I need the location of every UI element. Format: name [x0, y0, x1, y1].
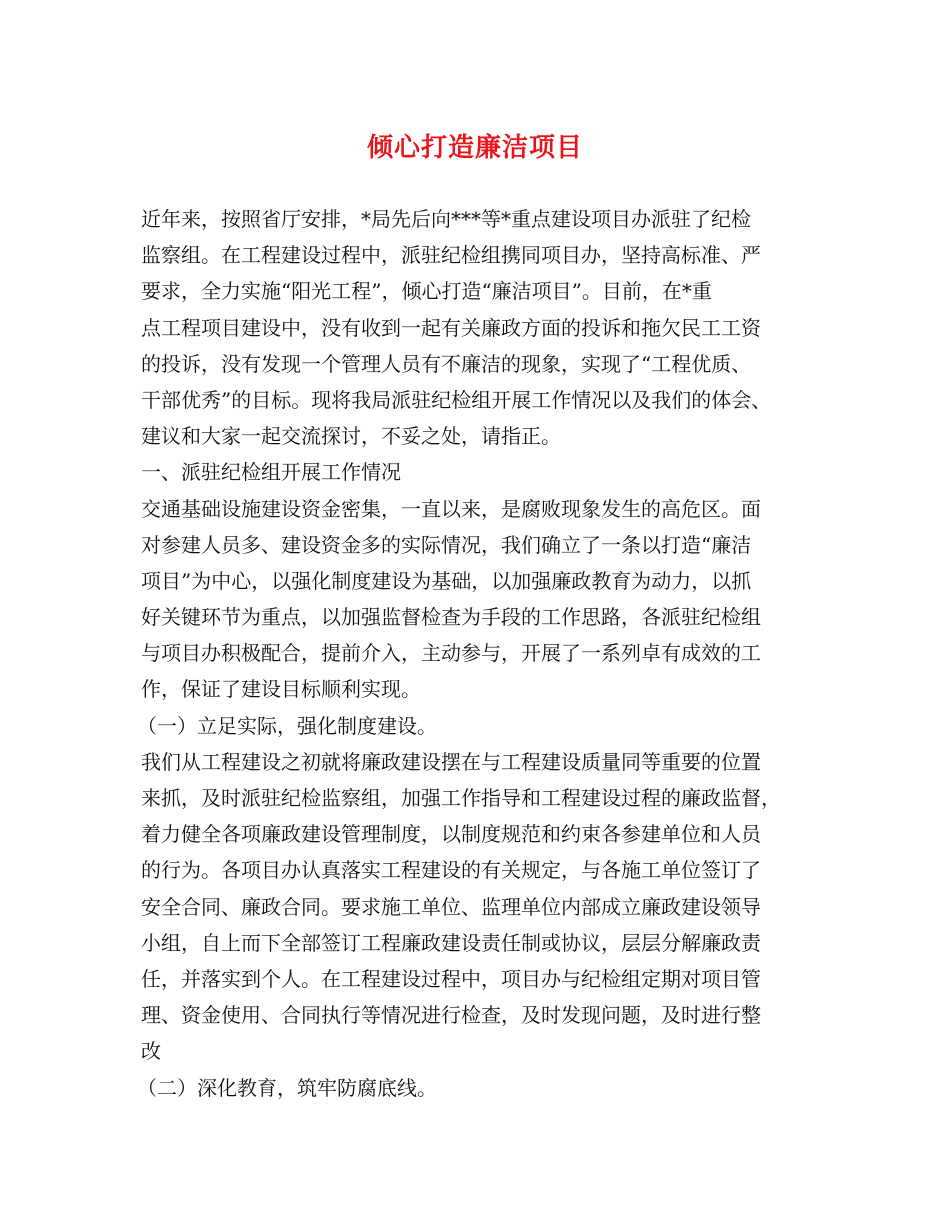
body-line: 点工程项目建设中，没有收到一起有关廉政方面的投诉和拖欠民工工资 — [141, 315, 761, 340]
body-line: 理、资金使用、合同执行等情况进行检查，及时发现问题，及时进行整 — [141, 1003, 761, 1028]
body-line: 交通基础设施建设资金密集，一直以来，是腐败现象发生的高危区。面 — [141, 496, 761, 521]
body-line: 小组，自上而下全部签订工程廉政建设责任制或协议，层层分解廉政责 — [141, 930, 761, 955]
body-line: 的投诉，没有发现一个管理人员有不廉洁的现象，实现了“工程优质、 — [141, 351, 752, 376]
subsection-heading: （一）立足实际，强化制度建设。 — [137, 713, 437, 738]
body-line: 改 — [141, 1039, 161, 1064]
body-line: 干部优秀”的目标。现将我局派驻纪检组开展工作情况以及我们的体会、 — [141, 387, 772, 412]
body-line: 对参建人员多、建设资金多的实际情况，我们确立了一条以打造“廉洁 — [141, 532, 752, 557]
document-body — [137, 201, 831, 1106]
body-line: 作，保证了建设目标顺利实现。 — [141, 677, 421, 702]
body-line: 的行为。各项目办认真落实工程建设的有关规定，与各施工单位签订了 — [141, 858, 761, 883]
document-title: 倾心打造廉洁项目 — [366, 133, 583, 163]
body-line: 建议和大家一起交流探讨，不妥之处，请指正。 — [141, 424, 561, 449]
body-line: 好关键环节为重点，以加强监督检查为手段的工作思路，各派驻纪检组 — [141, 605, 761, 630]
body-line: 任，并落实到个人。在工程建设过程中，项目办与纪检组定期对项目管 — [141, 966, 761, 991]
body-line: 着力健全各项廉政建设管理制度，以制度规范和约束各参建单位和人员 — [141, 822, 761, 847]
body-line: 安全合同、廉政合同。要求施工单位、监理单位内部成立廉政建设领导 — [141, 894, 761, 919]
body-line: 要求，全力实施“阳光工程”，倾心打造“廉洁项目”。目前，在*重 — [141, 279, 712, 304]
body-line: 近年来，按照省厅安排，*局先后向***等*重点建设项目办派驻了纪检 — [141, 207, 751, 231]
body-line: 我们从工程建设之初就将廉政建设摆在与工程建设质量同等重要的位置 — [141, 749, 761, 774]
body-line: 项目”为中心，以强化制度建设为基础，以加强廉政教育为动力，以抓 — [141, 568, 752, 593]
body-line: 监察组。在工程建设过程中，派驻纪检组携同项目办，坚持高标准、严 — [141, 243, 761, 268]
body-line: 来抓，及时派驻纪检监察组，加强工作指导和工程建设过程的廉政监督， — [141, 786, 781, 810]
body-line: 与项目办积极配合，提前介入，主动参与，开展了一系列卓有成效的工 — [141, 641, 761, 666]
subsection-heading: （二）深化教育，筑牢防腐底线。 — [137, 1075, 437, 1100]
section-heading: 一、派驻纪检组开展工作情况 — [141, 460, 401, 485]
